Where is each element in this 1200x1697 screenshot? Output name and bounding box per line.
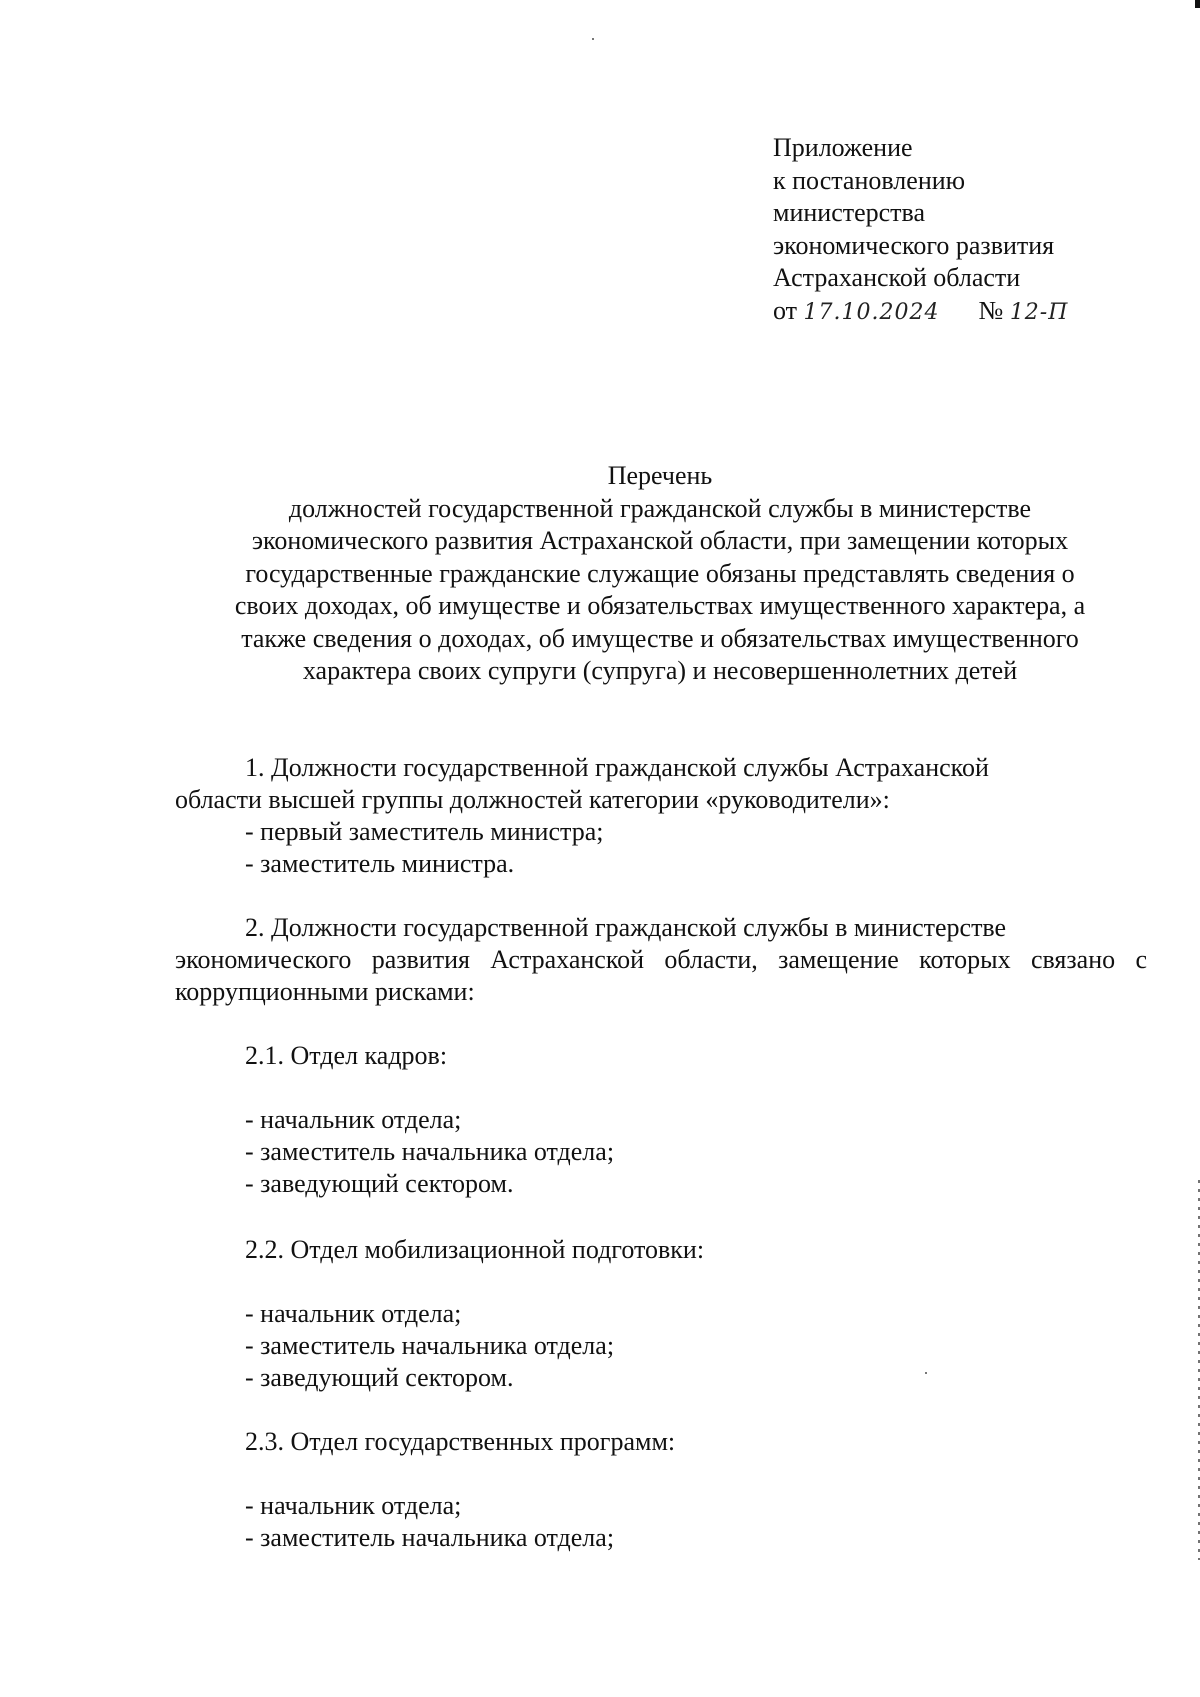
document-title [175, 460, 1145, 688]
subsection-2-3-list [175, 1490, 1147, 1554]
subsection-2-1-list [175, 1104, 1147, 1200]
title-line: должностей государственной гражданской службы в министерстве [288, 493, 1032, 523]
title-line: также сведения о доходах, об имуществе и обязательствах имущественного [241, 623, 1079, 653]
subsection-2-2 [175, 1234, 1147, 1266]
appendix-line: Приложение [773, 133, 913, 162]
list-item: - заместитель начальника отдела; [245, 1331, 615, 1360]
appendix-line: министерства [773, 198, 926, 228]
section-1 [175, 752, 1147, 880]
subsection-heading: 2.1. Отдел кадров: [245, 1041, 448, 1070]
number-sign: № [978, 295, 1004, 325]
appendix-date-line [773, 295, 1163, 330]
section-2-line: 2. Должности государственной гражданской службы в министерстве [245, 913, 1007, 942]
list-item: - заместитель начальника отдела; [245, 1523, 615, 1552]
list-item: - заместитель начальника отдела; [245, 1137, 615, 1166]
section-2 [175, 912, 1147, 1008]
section-2-line: коррупционными рисками: [175, 977, 475, 1006]
list-item: - первый заместитель министра; [245, 817, 604, 846]
section-2-line: экономического развития Астраханской области, замещение которых связано с [175, 945, 1147, 974]
list-item: - заведующий сектором. [245, 1363, 514, 1392]
title-line: характера своих супруги (супруга) и несовершеннолетних детей [302, 656, 1018, 685]
scan-speck [592, 38, 594, 40]
section-1-line: области высшей группы должностей категории «руководители»: [175, 785, 890, 814]
appendix-line: к постановлению [773, 165, 966, 195]
list-item: - начальник отдела; [245, 1491, 462, 1520]
appendix-line: экономического развития [773, 230, 1055, 260]
handwritten-number: 12-П [1009, 299, 1069, 325]
scan-edge-mark [1195, 0, 1200, 8]
title-line: экономического развития Астраханской области, при замещении которых [251, 526, 1069, 555]
subsection-2-1 [175, 1040, 1147, 1072]
subsection-heading: 2.2. Отдел мобилизационной подготовки: [245, 1235, 705, 1264]
list-item: - заведующий сектором. [245, 1169, 514, 1198]
subsection-2-3 [175, 1426, 1147, 1458]
title-line: государственные гражданские служащие обязаны представлять сведения о [245, 558, 1075, 588]
date-prefix: от [773, 295, 798, 325]
appendix-block [773, 132, 1163, 330]
list-item: - заместитель министра. [245, 849, 515, 878]
appendix-line: Астраханской области [773, 263, 1021, 293]
subsection-2-2-list [175, 1298, 1147, 1394]
list-item: - начальник отдела; [245, 1105, 462, 1134]
subsection-heading: 2.3. Отдел государственных программ: [245, 1427, 676, 1456]
section-1-line: 1. Должности государственной гражданской службы Астраханской [245, 753, 989, 782]
list-item: - начальник отдела; [245, 1299, 462, 1328]
title-heading: Перечень [607, 461, 713, 490]
handwritten-date: 17.10.2024 [803, 299, 940, 325]
title-line: своих доходах, об имуществе и обязательствах имущественного характера, а [234, 591, 1086, 620]
